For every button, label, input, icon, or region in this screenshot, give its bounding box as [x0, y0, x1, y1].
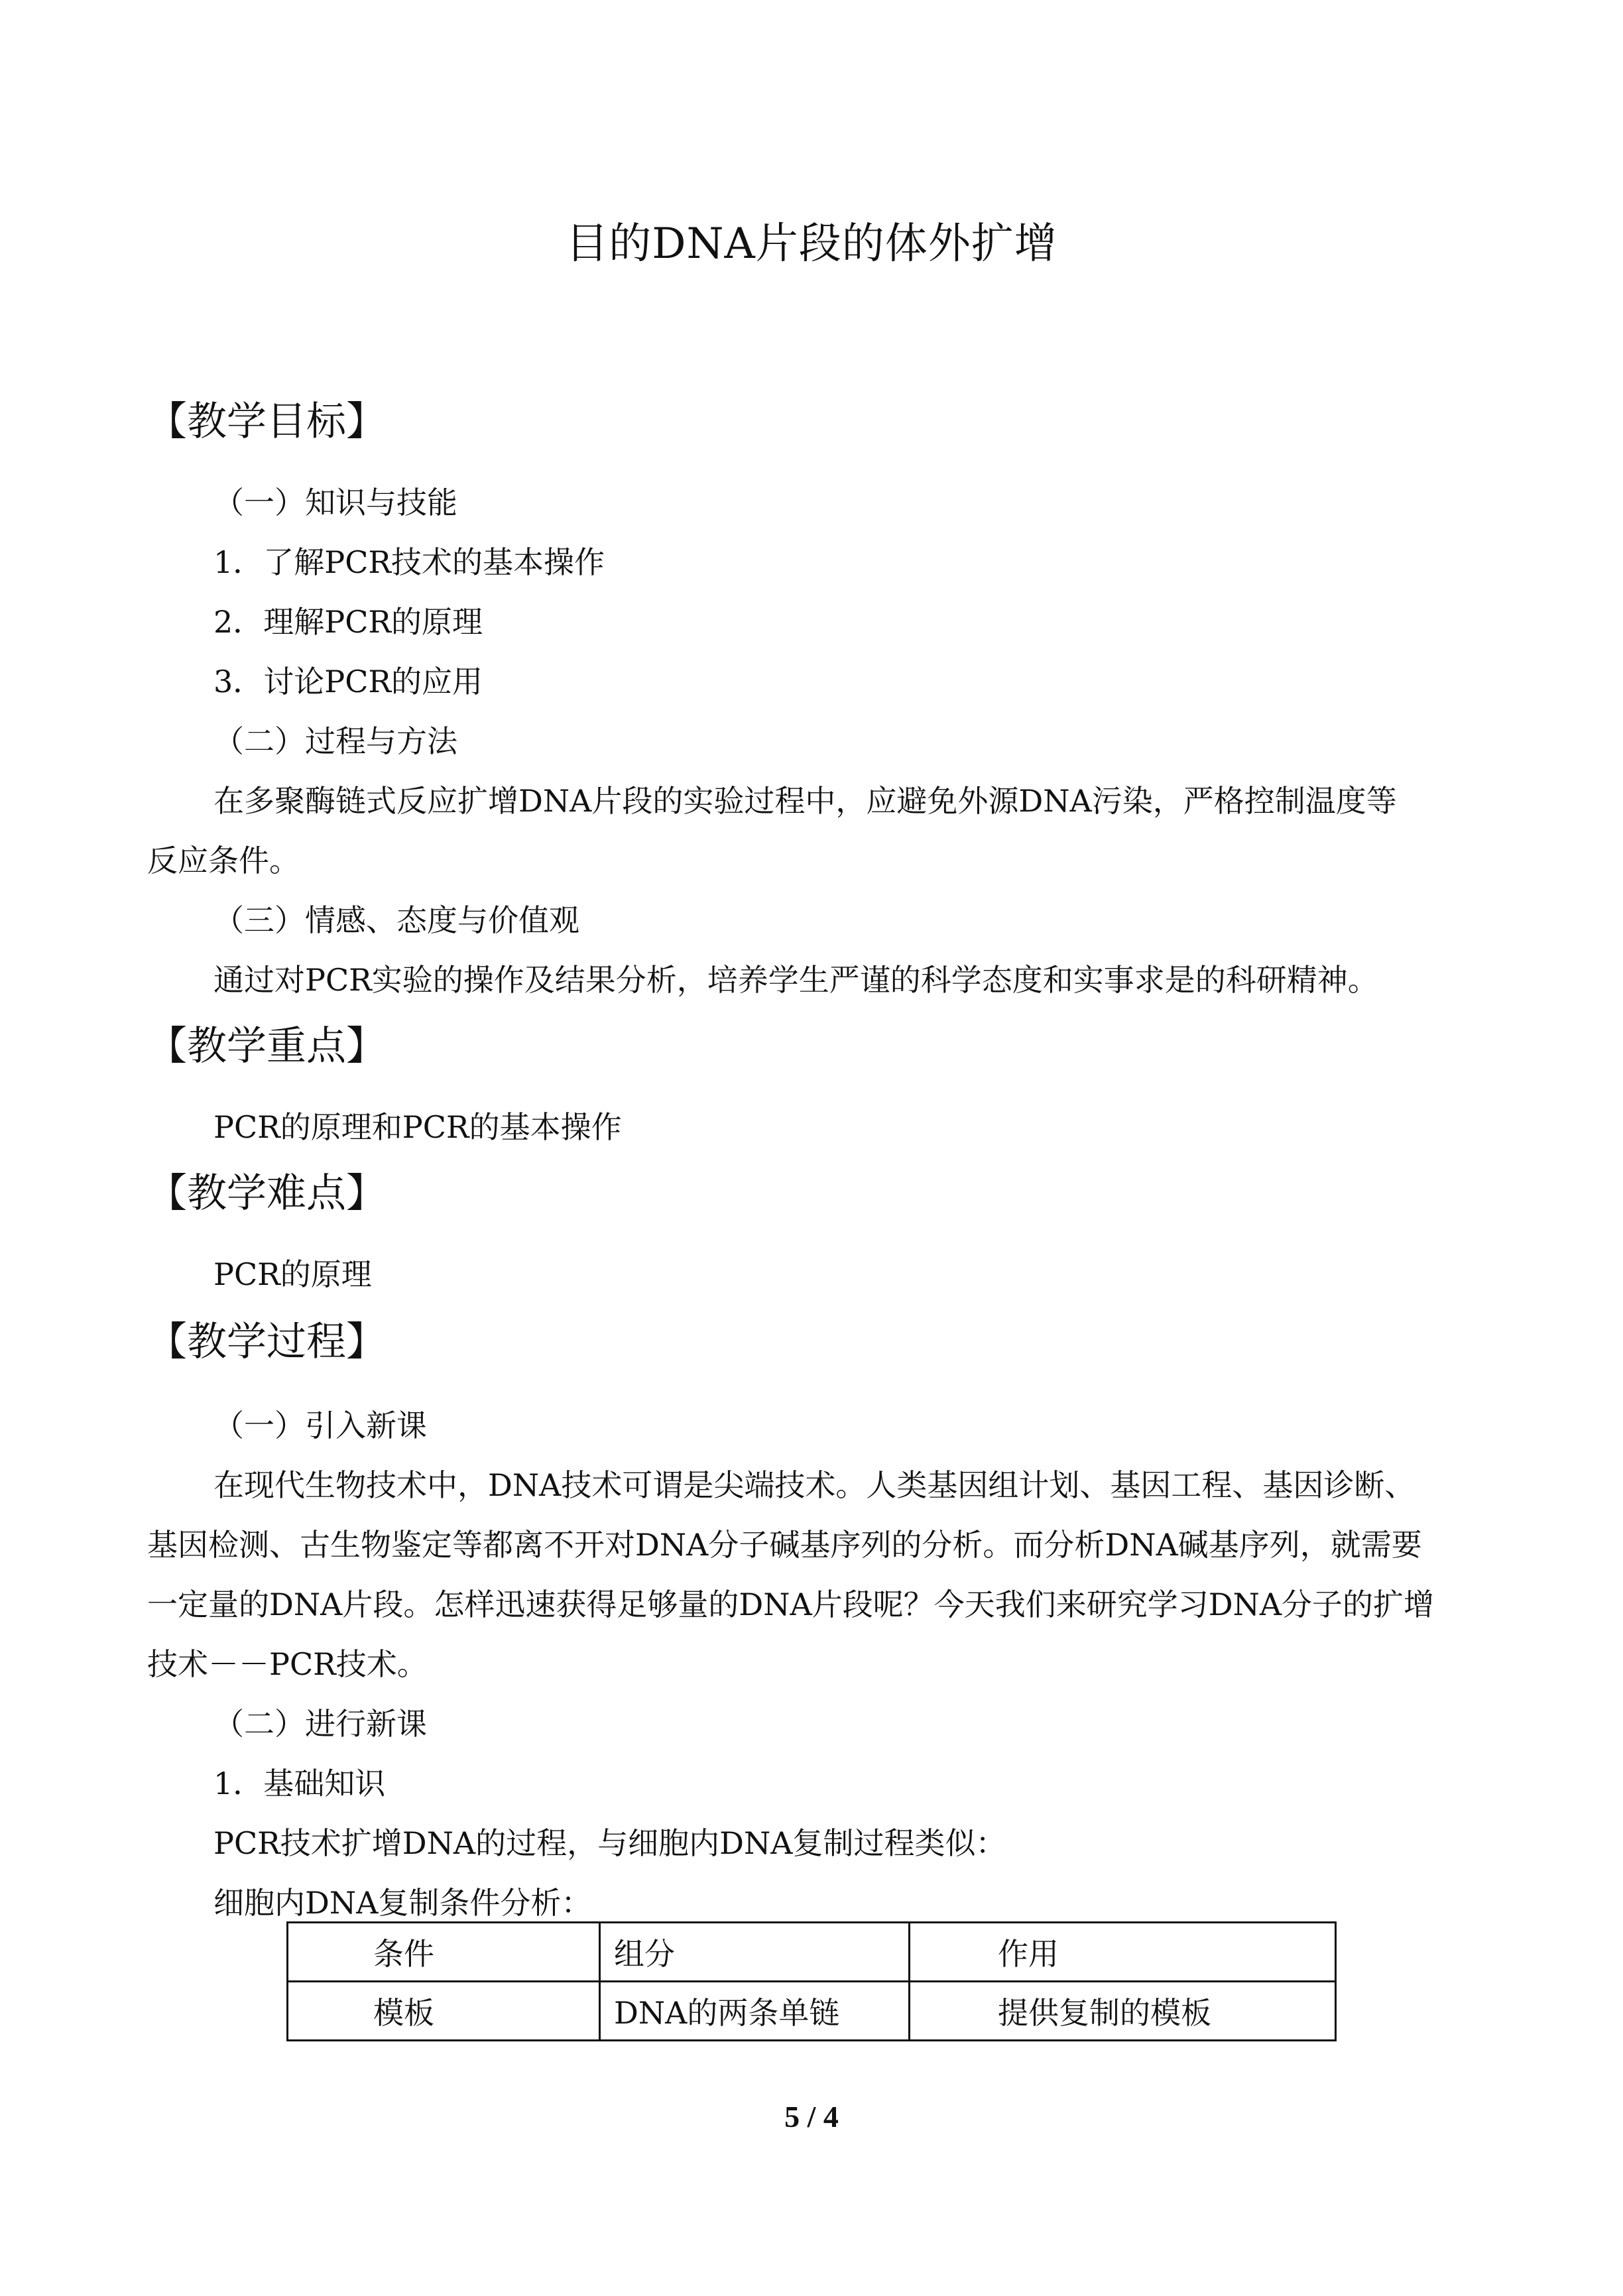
intro-line-1: 在现代生物技术中，DNA技术可谓是尖端技术。人类基因组计划、基因工程、基因诊断、 — [213, 1467, 1415, 1503]
subheading-attitude: （三）情感、态度与价值观 — [213, 902, 579, 938]
paragraph-method-line-1: 在多聚酶链式反应扩增DNA片段的实验过程中，应避免外源DNA污染，严格控制温度等 — [213, 783, 1397, 819]
page-number: 5 / 4 — [784, 2100, 839, 2134]
table-row — [288, 1982, 1336, 2041]
document-title: 目的DNA片段的体外扩增 — [566, 219, 1057, 269]
lesson-line-a: PCR技术扩增DNA的过程，与细胞内DNA复制过程类似： — [213, 1825, 1006, 1861]
heading-objectives: 【教学目标】 — [147, 398, 386, 445]
paragraph-method-line-2: 反应条件。 — [147, 843, 300, 878]
heading-process: 【教学过程】 — [147, 1319, 386, 1365]
paragraph-attitude: 通过对PCR实验的操作及结果分析，培养学生严谨的科学态度和实事求是的科研精神。 — [213, 962, 1378, 998]
objective-item-2: 2．理解PCR的原理 — [213, 604, 483, 640]
intro-line-3: 一定量的DNA片段。怎样迅速获得足够量的DNA片段呢？今天我们来研究学习DNA分子的扩增 — [147, 1587, 1435, 1622]
objective-item-1: 1．了解PCR技术的基本操作 — [213, 544, 605, 580]
subheading-knowledge: （一）知识与技能 — [213, 485, 457, 520]
lesson-item-1: 1．基础知识 — [213, 1766, 386, 1801]
subheading-process-method: （二）过程与方法 — [213, 723, 457, 759]
difficulties-text: PCR的原理 — [213, 1256, 372, 1292]
table-cell: 提供复制的模板 — [910, 1982, 1336, 2041]
lesson-line-b: 细胞内DNA复制条件分析： — [213, 1885, 592, 1921]
table-header-cell: 条件 — [288, 1923, 600, 1982]
intro-line-2: 基因检测、古生物鉴定等都离不开对DNA分子碱基序列的分析。而分析DNA碱基序列，就需要 — [147, 1527, 1422, 1563]
table-cell: DNA的两条单链 — [600, 1982, 910, 2041]
table-header-cell: 组分 — [600, 1923, 910, 1982]
key-points-text: PCR的原理和PCR的基本操作 — [213, 1109, 622, 1145]
objective-item-3: 3．讨论PCR的应用 — [213, 664, 483, 699]
table-header-row — [288, 1923, 1336, 1982]
table-header-cell: 作用 — [910, 1923, 1336, 1982]
heading-key-points: 【教学重点】 — [147, 1023, 386, 1069]
heading-difficulties: 【教学难点】 — [147, 1170, 386, 1217]
table-cell: 模板 — [288, 1982, 600, 2041]
intro-line-4: 技术－－PCR技术。 — [147, 1646, 428, 1682]
subheading-intro: （一）引入新课 — [213, 1408, 427, 1443]
subheading-new-lesson: （二）进行新课 — [213, 1706, 427, 1742]
dna-replication-table — [286, 1921, 1337, 2041]
